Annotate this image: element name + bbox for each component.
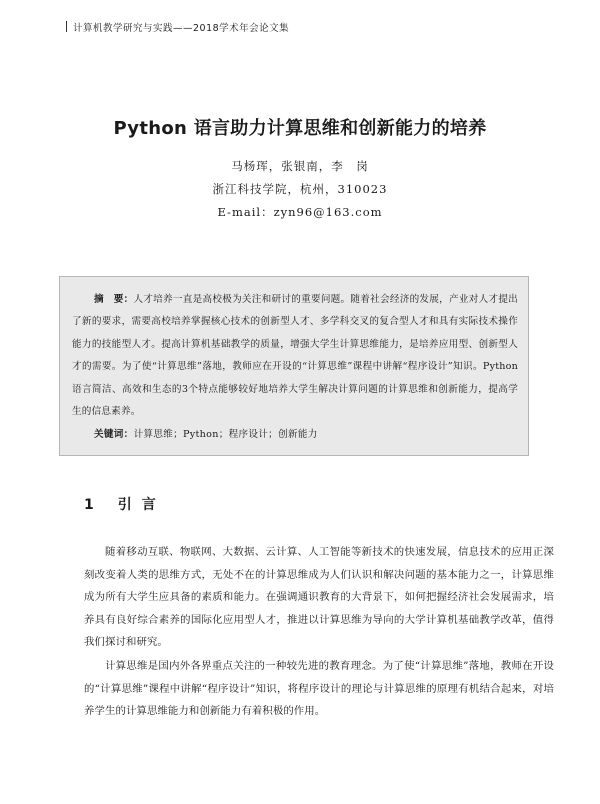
keywords [94,425,518,445]
abstract [72,289,518,423]
authors: 马杨珲，张银南，李 岗 [231,159,369,173]
running-head-divider [66,21,67,32]
paper-title: Python 语言助力计算思维和创新能力的培养 [113,118,487,139]
keywords-label: 关键词： [94,429,134,441]
running-head-text: 计算机教学研究与实践——2018学术年会论文集 [73,23,290,34]
abstract-label: 摘 要： [94,294,134,305]
running-head [66,20,289,34]
abstract-box [59,276,529,456]
keywords-text: 计算思维；Python；程序设计；创新能力 [133,429,318,441]
affiliation: 浙江科技学院，杭州，310023 [212,182,388,196]
section-title: 引言 [117,497,166,513]
abstract-text: 人才培养一直是高校极为关注和研讨的重要问题。随着社会经济的发展，产业对人才提出了新的要求，需要高校培养掌握核心技术的创新型人才、多学科交叉的复合型人才和具有实际技术操作能力的技能型人才。提高计算机基础教学的质量，增强大学生计算思维能力，是培养应用型、创新型人才的需要。为了使“计算思维”落地，教师应在开设的“计算思维”课程中讲解“程序设计”知识。Python语言简洁、高效和生态的3个特点能够较好地培养大学生解决计算问题的计算思维和创新能力，提高学生的信息素养。 [72,294,518,418]
body-paragraph: 计算思维是国内外各界重点关注的一种较先进的教育理念。为了使“计算思维”落地，教师在开设的“计算思维”课程中讲解“程序设计”知识，将程序设计的理论与计算思维的原理有机结合起来，对培养学生的计算思维能力和创新能力有着积极的作用。 [84,660,554,718]
body-paragraph: 随着移动互联、物联网、大数据、云计算、人工智能等新技术的快速发展，信息技术的应用正深刻改变着人类的思维方式，无处不在的计算思维成为人们认识和解决问题的基本能力之一，计算思维成为所有大学生应具备的素质和能力。在强调通识教育的大背景下，如何把握经济社会发展需求，培养具有良好综合素养的国际化应用型人才，推进以计算思维为导向的大学计算机基础教学改革，值得我们探讨和研究。 [84,546,554,649]
author-email: E-mail：zyn96@163.com [217,205,383,219]
section-heading [84,494,166,514]
section-number: 1 [84,497,104,513]
